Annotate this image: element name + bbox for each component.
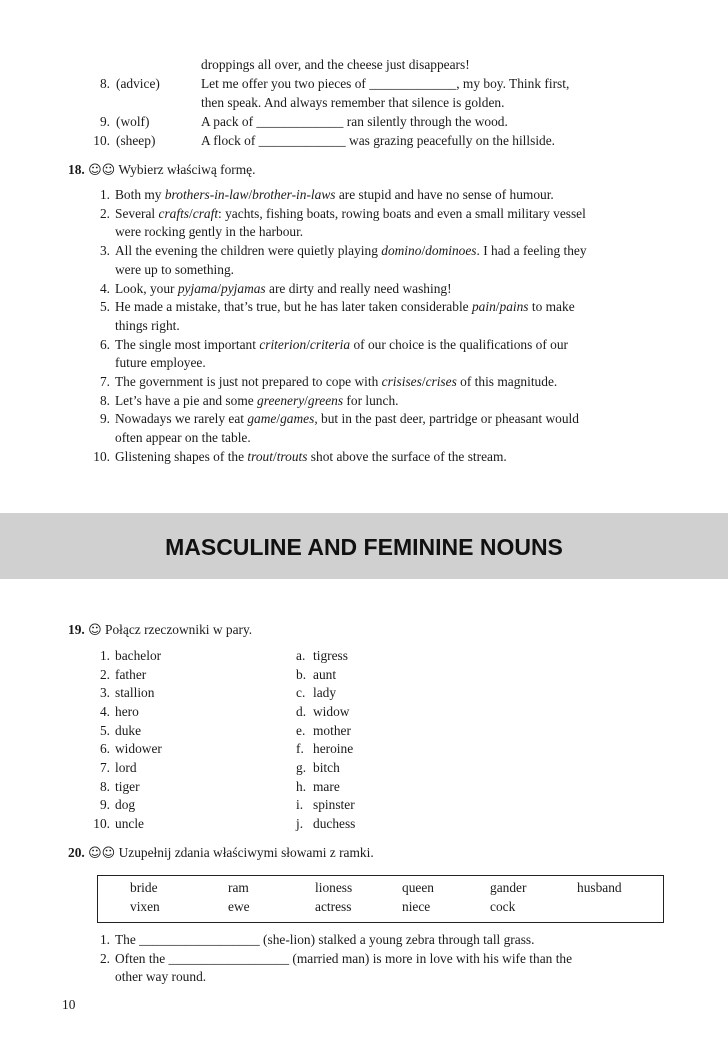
item-number: 9. [99, 797, 110, 813]
item-text: A pack of _____________ ran silently through the wood. [201, 114, 508, 129]
item-number: 3. [99, 685, 110, 701]
item-number: 7. [99, 759, 110, 775]
list-item [115, 337, 568, 353]
option-2: pains [499, 299, 529, 315]
option-separator: / [217, 280, 222, 296]
male-noun: tiger [115, 778, 140, 794]
exercise-instruction: Połącz rzeczowniki w pary. [105, 622, 253, 637]
option-1: pain [471, 299, 496, 315]
box-word: actress [315, 899, 352, 914]
male-noun: stallion [115, 685, 155, 701]
item-continuation: things right. [115, 317, 180, 333]
item-text: Both my [115, 187, 165, 202]
list-item [115, 206, 586, 222]
option-2: crises [425, 374, 457, 389]
male-noun: widower [115, 741, 162, 757]
item-text: Look, your [115, 280, 178, 296]
item-number: 2. [99, 205, 110, 221]
option-1: trout [247, 448, 273, 464]
item-number: 4. [99, 280, 110, 296]
female-noun: tigress [313, 648, 348, 663]
item-number: 1. [99, 932, 110, 947]
exercise-number: 20. [68, 845, 85, 860]
item-text: A flock of _____________ was grazing peacefully on the hillside. [201, 133, 556, 148]
option-letter: i. [296, 797, 304, 813]
item-number: 9. [99, 411, 110, 427]
box-word: ram [228, 880, 249, 895]
box-word: husband [577, 880, 622, 895]
option-letter: a. [296, 648, 306, 663]
item-continuation: were up to something. [115, 261, 235, 277]
item-number: 10. [93, 815, 110, 831]
list-item [115, 281, 452, 297]
option-letter: h. [296, 778, 307, 794]
exercise-instruction: Uzupełnij zdania właściwymi słowami z ramki. [118, 845, 374, 860]
item-text: The single most important [115, 336, 260, 352]
option-separator: / [306, 336, 310, 352]
item-text: shot above the surface of the stream. [307, 448, 507, 464]
item-text: are stupid and have no sense of humour. [335, 187, 554, 202]
item-text: The __________________ (she-lion) stalked a young zebra through tall grass. [115, 932, 535, 947]
item-text: then speak. And always remember that silence is golden. [201, 95, 505, 110]
female-noun: spinster [313, 797, 355, 813]
item-text: are dirty and really need washing! [265, 280, 452, 296]
exercise-19-header [68, 622, 252, 638]
female-noun: widow [313, 703, 350, 719]
item-text: Glistening shapes of the [115, 448, 248, 464]
item-number: 2. [99, 666, 110, 682]
male-noun: bachelor [115, 648, 162, 663]
option-separator: / [272, 448, 277, 464]
option-1: greenery [257, 392, 305, 408]
option-separator: / [304, 392, 308, 408]
female-noun: heroine [313, 741, 354, 757]
female-noun: duchess [313, 815, 356, 831]
exercise-18-header [68, 162, 255, 178]
option-letter: d. [296, 703, 307, 719]
item-number: 10. [93, 448, 110, 464]
male-noun: uncle [115, 815, 144, 831]
male-noun: lord [115, 759, 137, 775]
option-letter: b. [296, 666, 307, 682]
item-text: He made a mistake, that’s true, but he has later taken considerable [115, 299, 472, 315]
option-1: criterion [259, 336, 307, 352]
item-number: 1. [99, 187, 110, 202]
item-text: of this magnitude. [456, 374, 558, 389]
item-number: 2. [99, 950, 110, 966]
item-continuation: often appear on the table. [115, 430, 251, 446]
item-number: 6. [99, 741, 110, 757]
list-item [115, 374, 557, 390]
item-text: of our choice is the qualifications of our [350, 336, 568, 352]
item-continuation: other way round. [115, 969, 207, 985]
item-text: Often the __________________ (married man) is more in love with his wife than the [115, 950, 573, 966]
item-text: , but in the past deer, partridge or pheasant would [314, 411, 579, 427]
item-cue: (advice) [116, 76, 160, 91]
option-2: pyjamas [221, 280, 266, 296]
item-text: Let’s have a pie and some [115, 392, 258, 408]
option-separator: / [421, 243, 426, 259]
item-cue: (sheep) [116, 133, 156, 148]
option-2: dominoes [425, 243, 477, 259]
male-noun: dog [115, 797, 136, 813]
item-continuation: were rocking gently in the harbour. [115, 224, 304, 240]
male-noun: duke [115, 722, 142, 738]
box-word: cock [490, 899, 516, 914]
option-1: brothers-in-law [164, 187, 249, 202]
item-number: 7. [99, 374, 110, 389]
list-item [115, 449, 507, 465]
option-separator: / [276, 411, 281, 427]
item-text: The government is just not prepared to cope with [115, 374, 382, 389]
box-word: ewe [228, 899, 250, 914]
option-letter: j. [296, 815, 304, 831]
option-separator: / [189, 205, 193, 221]
exercise-number: 19. [68, 622, 85, 637]
item-number: 3. [99, 243, 110, 259]
item-number: 1. [99, 648, 110, 663]
item-number: 5. [99, 299, 110, 315]
option-1: domino [381, 243, 422, 259]
item-number: 6. [99, 336, 110, 352]
option-1: game [247, 411, 277, 427]
section-title: MASCULINE AND FEMININE NOUNS [165, 534, 563, 560]
item-text: . I had a feeling they [476, 243, 587, 259]
item-cue: (wolf) [116, 114, 150, 129]
item-text: to make [528, 299, 575, 315]
option-letter: e. [296, 722, 306, 738]
item-text: All the evening the children were quietly playing [115, 243, 382, 259]
item-number: 8. [99, 76, 110, 91]
item-text: droppings all over, and the cheese just disappears! [201, 57, 470, 72]
item-number: 10. [93, 133, 110, 148]
option-separator: / [495, 299, 500, 315]
option-2: greens [307, 392, 344, 408]
option-1: pyjama [177, 280, 218, 296]
box-word: gander [490, 880, 527, 895]
option-1: crisises [381, 374, 422, 389]
female-noun: mother [313, 722, 351, 738]
option-2: brother-in-laws [252, 187, 336, 202]
list-item [115, 299, 575, 315]
list-item [115, 393, 399, 409]
option-letter: g. [296, 759, 307, 775]
male-noun: father [115, 666, 147, 682]
exercise-20-header [68, 845, 374, 861]
option-2: trouts [276, 448, 308, 464]
item-text: for lunch. [343, 392, 399, 408]
list-item [115, 411, 579, 427]
option-letter: c. [296, 685, 306, 701]
item-number: 4. [99, 703, 110, 719]
item-text: : yachts, fishing boats, rowing boats and even a small military vessel [218, 205, 586, 221]
smiley-icon: ☺ [88, 623, 102, 638]
female-noun: lady [313, 685, 337, 701]
exercise-instruction: Wybierz właściwą formę. [118, 162, 256, 177]
option-1: crafts [158, 205, 190, 221]
female-noun: mare [313, 778, 340, 794]
box-word: vixen [130, 899, 160, 914]
item-text: Several [115, 205, 159, 221]
female-noun: aunt [313, 666, 337, 682]
option-2: games [280, 411, 315, 427]
option-2: criteria [309, 336, 351, 352]
box-word: queen [402, 880, 434, 895]
item-continuation: future employee. [115, 355, 206, 371]
male-noun: hero [115, 703, 139, 719]
list-item [115, 243, 587, 259]
item-number: 8. [99, 778, 110, 794]
option-letter: f. [296, 741, 304, 757]
item-number: 8. [99, 392, 110, 408]
smiley-icon: ☺☺ [88, 163, 116, 178]
box-word: bride [130, 880, 158, 895]
smiley-icon: ☺☺ [88, 846, 116, 861]
option-separator: / [421, 374, 426, 389]
box-word: niece [402, 899, 431, 914]
list-item [115, 187, 554, 203]
item-number: 9. [99, 114, 110, 129]
female-noun: bitch [313, 759, 340, 775]
item-number: 5. [99, 722, 110, 738]
exercise-number: 18. [68, 162, 85, 177]
option-separator: / [248, 187, 253, 202]
page-number: 10 [62, 997, 76, 1012]
item-text: Nowadays we rarely eat [115, 411, 248, 427]
option-2: craft [192, 205, 219, 221]
item-text: Let me offer you two pieces of _____________, my boy. Think first, [201, 76, 570, 91]
box-word: lioness [315, 880, 353, 895]
